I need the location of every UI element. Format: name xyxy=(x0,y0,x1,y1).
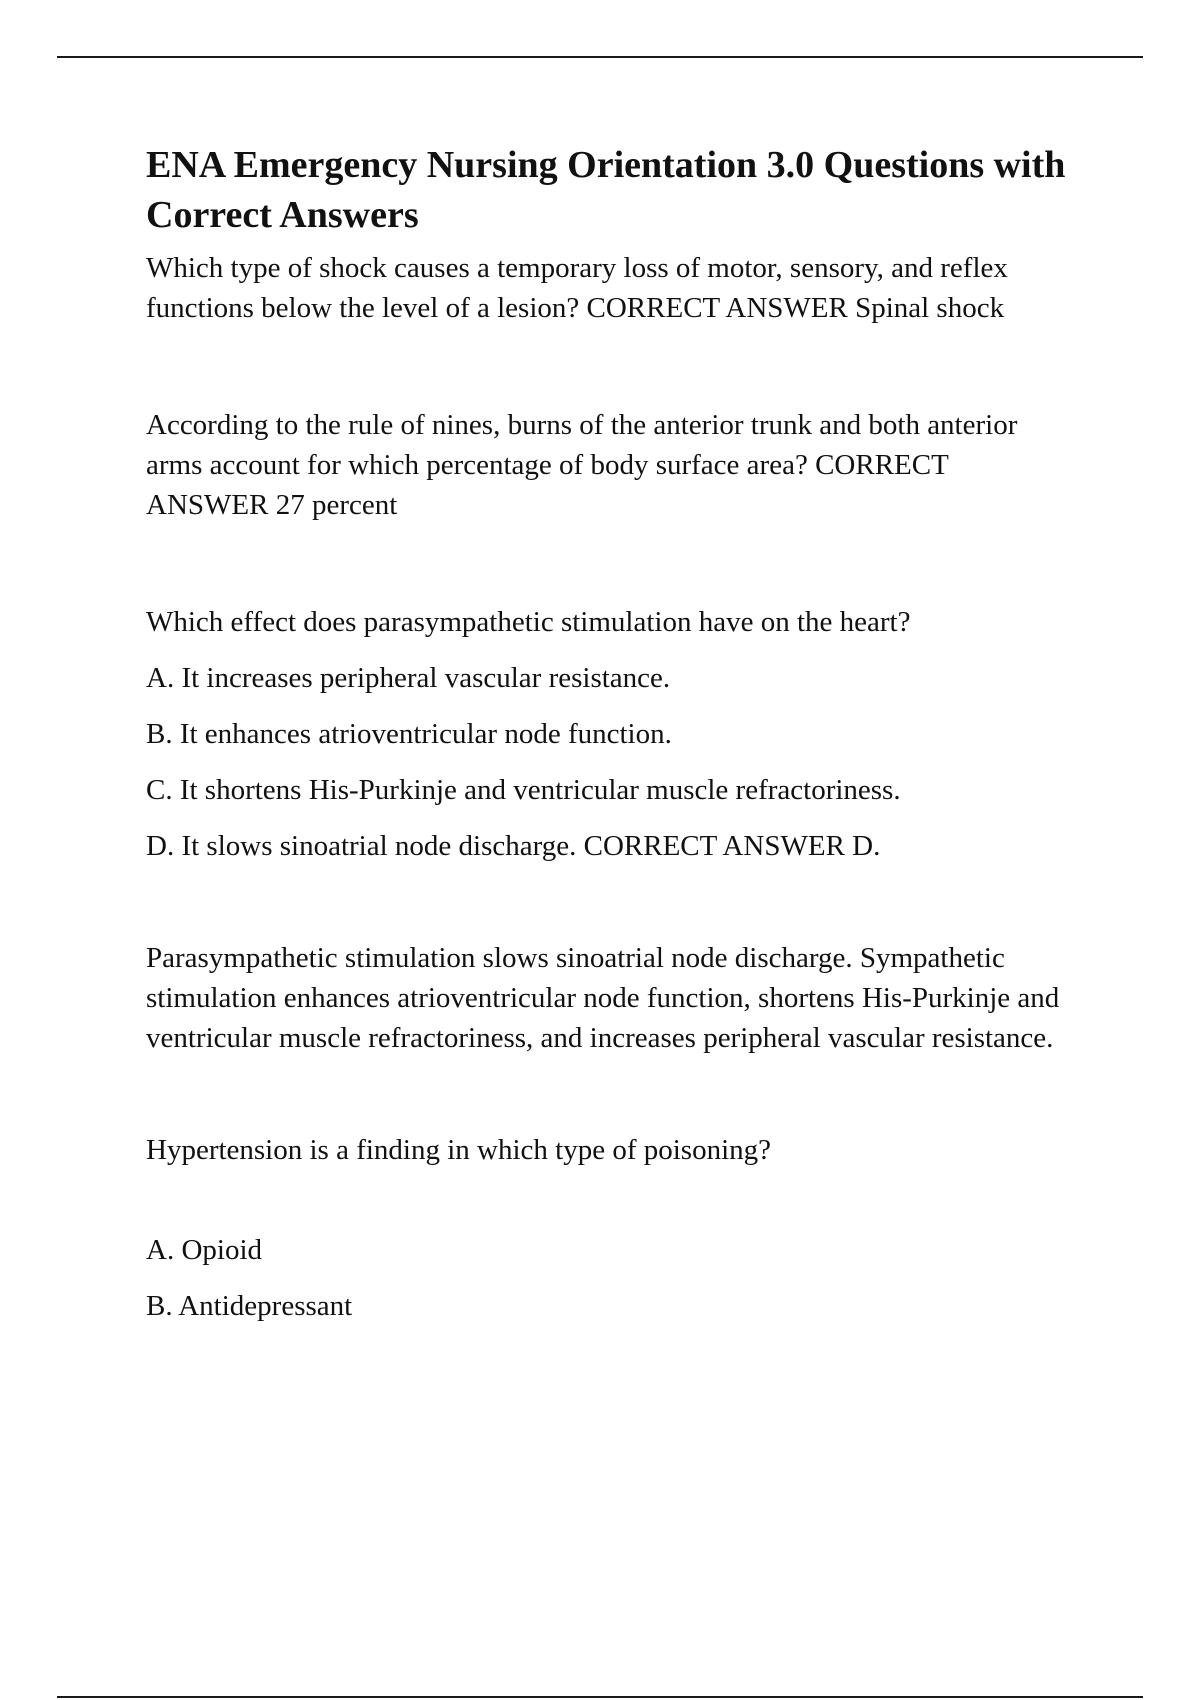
question-4: Hypertension is a finding in which type of poisoning? xyxy=(146,1134,772,1166)
question-3-option-a: A. It increases peripheral vascular resistance. xyxy=(146,662,671,694)
question-1: Which type of shock causes a temporary loss of motor, sensory, and reflex functions below the level of a lesion? CORRECT ANSWER Spinal shock xyxy=(146,252,1008,324)
question-4-option-b: B. Antidepressant xyxy=(146,1290,353,1322)
question-4-option-a: A. Opioid xyxy=(146,1234,262,1266)
question-3-option-b: B. It enhances atrioventricular node function. xyxy=(146,718,672,750)
question-3: Which effect does parasympathetic stimulation have on the heart? xyxy=(146,606,911,638)
bottom-rule xyxy=(57,1696,1143,1698)
question-3-option-c: C. It shortens His-Purkinje and ventricular muscle refractoriness. xyxy=(146,774,901,806)
question-2: According to the rule of nines, burns of the anterior trunk and both anterior arms account for which percentage of body surface area? CORRECT ANSWER 27 percent xyxy=(146,409,1018,521)
question-3-option-d: D. It slows sinoatrial node discharge. CORRECT ANSWER D. xyxy=(146,830,881,862)
top-rule xyxy=(57,56,1143,58)
document-body xyxy=(146,140,1066,1326)
document-title: ENA Emergency Nursing Orientation 3.0 Questions with Correct Answers xyxy=(146,144,1066,236)
question-3-explanation: Parasympathetic stimulation slows sinoatrial node discharge. Sympathetic stimulation enhances atrioventricular node function, shortens His-Purkinje and ventricular muscle refractoriness, and increases peripheral vascular resistance. xyxy=(146,942,1060,1054)
